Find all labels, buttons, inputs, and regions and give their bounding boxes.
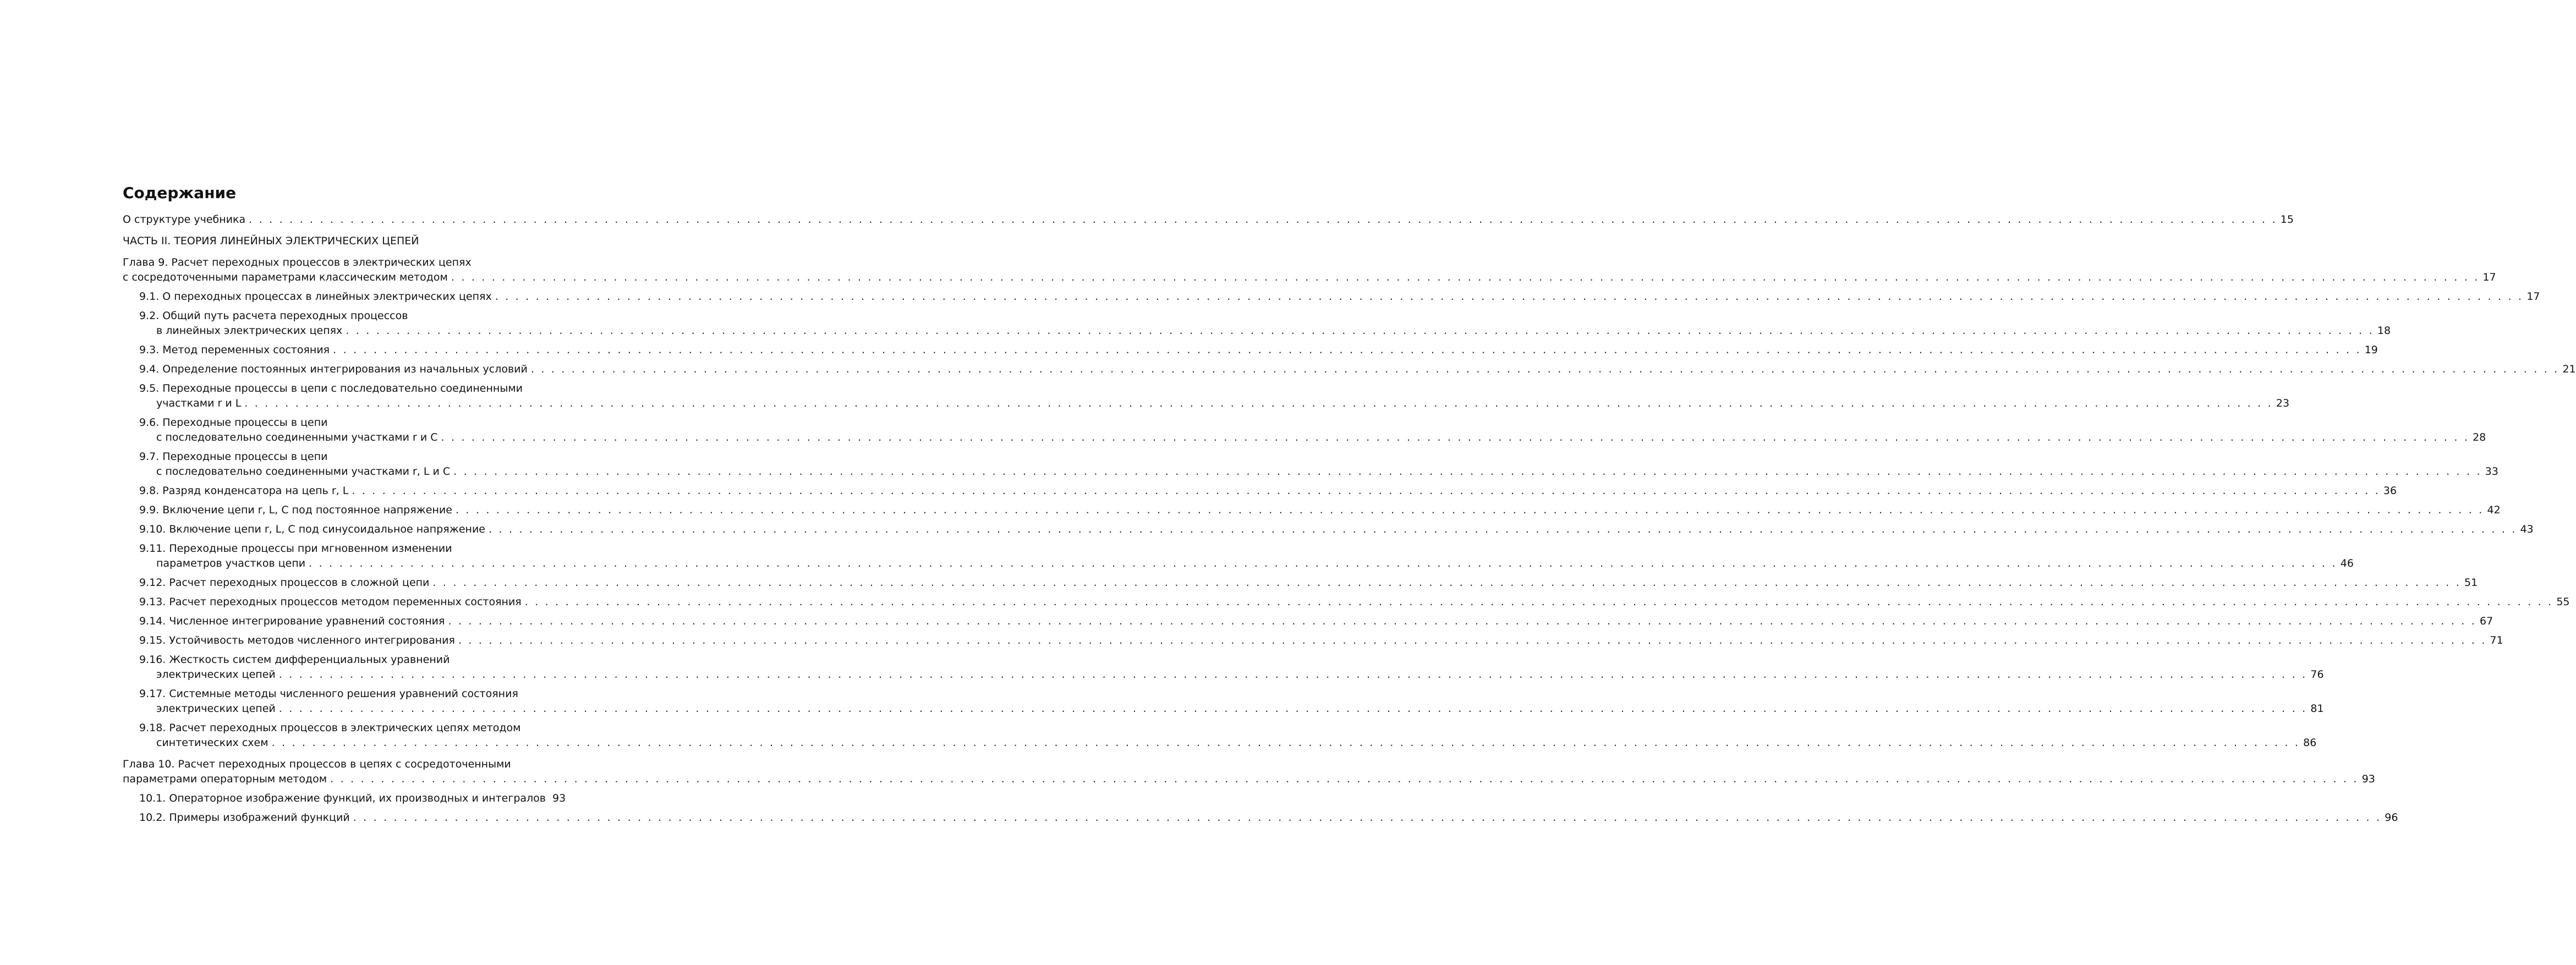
toc-entry-text: с сосредоточенными параметрами классическим методом: [123, 271, 448, 283]
table-of-contents: [123, 212, 2576, 825]
toc-entry[interactable]: [123, 449, 2498, 479]
toc-page-number: 18: [2377, 325, 2391, 337]
toc-entry[interactable]: [123, 484, 2397, 498]
toc-entry-text: 9.16. Жесткость систем дифференциальных уравнений: [139, 654, 450, 666]
toc-entry-text: параметров участков цепи: [156, 557, 306, 569]
dot-leader: . . . . . . . . . . . . . . . . . . . . . . . . . . . . . . . . . . . . . . . . . . . . . . . . . . . . . . . . . . . . . . . . . . . . . . . . . . . . . . . . . . . . . . . . . . . . . . . . . . . . . . . . . . . . . . . . . . . . . . . . . . . . . . . . . . . . . . . . . . . . . . . . . . . . . . . . . . . . . . . . . . . . . . . . . . . . . . . . . . . . . . . . . . . . . . . . . . . . . . . .: [432, 577, 2462, 589]
toc-page-number: 81: [2310, 703, 2324, 715]
dot-leader: . . . . . . . . . . . . . . . . . . . . . . . . . . . . . . . . . . . . . . . . . . . . . . . . . . . . . . . . . . . . . . . . . . . . . . . . . . . . . . . . . . . . . . . . . . . . . . . . . . . . . . . . . . . . . . . . . . . . . . . . . . . . . . . . . . . . . . . . . . . . . . . . . . . . . . . . . . . . . . . . . . . . . . . . . . . . . . . . . . . . . . . . . . . . . . . . . . . . . . . .: [455, 504, 2484, 516]
toc-page-number: 17: [2482, 271, 2496, 283]
toc-entry-text: с последовательно соединенными участками r, L и C: [156, 465, 451, 478]
toc-page-number: 23: [2276, 397, 2290, 409]
toc-page-number: 86: [2303, 737, 2317, 749]
toc-entry[interactable]: [123, 289, 2540, 304]
toc-entry-text: участками r и L: [156, 397, 242, 409]
toc-page-number: 93: [552, 792, 566, 804]
toc-entry[interactable]: [123, 687, 2324, 716]
toc-entry-text: 9.1. О переходных процессах в линейных электрических цепях: [139, 290, 492, 303]
toc-page-number: 43: [2520, 523, 2534, 535]
dot-leader: . . . . . . . . . . . . . . . . . . . . . . . . . . . . . . . . . . . . . . . . . . . . . . . . . . . . . . . . . . . . . . . . . . . . . . . . . . . . . . . . . . . . . . . . . . . . . . . . . . . . . . . . . . . . . . . . . . . . . . . . . . . . . . . . . . . . . . . . . . . . . . . . . . . . . . . . . . . . . . . . . . . . . . . . . . . . . . . . . . . . . . . . . . . . . . . . . . . . . . . .: [530, 363, 2559, 375]
toc-entry-text: 9.6. Переходные процессы в цепи: [139, 416, 328, 429]
toc-entry[interactable]: [123, 721, 2317, 750]
dot-leader: . . . . . . . . . . . . . . . . . . . . . . . . . . . . . . . . . . . . . . . . . . . . . . . . . . . . . . . . . . . . . . . . . . . . . . . . . . . . . . . . . . . . . . . . . . . . . . . . . . . . . . . . . . . . . . . . . . . . . . . . . . . . . . . . . . . . . . . . . . . . . . . . . . . . . . . . . . . . . . . . . . . . . . . . . . . . . . . . . . . . . . . . . . . . . . . . . . . . . . . .: [271, 737, 2300, 749]
toc-page-number: 46: [2340, 557, 2354, 569]
dot-leader: . . . . . . . . . . . . . . . . . . . . . . . . . . . . . . . . . . . . . . . . . . . . . . . . . . . . . . . . . . . . . . . . . . . . . . . . . . . . . . . . . . . . . . . . . . . . . . . . . . . . . . . . . . . . . . . . . . . . . . . . . . . . . . . . . . . . . . . . . . . . . . . . . . . . . . . . . . . . . . . . . . . . . . . . . . . . . . . . . . . . . . . . . . . . . . . . . . . . . . . .: [495, 290, 2524, 303]
dot-leader: . . . . . . . . . . . . . . . . . . . . . . . . . . . . . . . . . . . . . . . . . . . . . . . . . . . . . . . . . . . . . . . . . . . . . . . . . . . . . . . . . . . . . . . . . . . . . . . . . . . . . . . . . . . . . . . . . . . . . . . . . . . . . . . . . . . . . . . . . . . . . . . . . . . . . . . . . . . . . . . . . . . . . . . . . . . . . . . . . . . . . . . . . . . . . . . . . . . . . . . .: [489, 523, 2517, 535]
toc-entry[interactable]: [123, 415, 2486, 445]
toc-page-number: 21: [2562, 363, 2576, 375]
dot-leader: . . . . . . . . . . . . . . . . . . . . . . . . . . . . . . . . . . . . . . . . . . . . . . . . . . . . . . . . . . . . . . . . . . . . . . . . . . . . . . . . . . . . . . . . . . . . . . . . . . . . . . . . . . . . . . . . . . . . . . . . . . . . . . . . . . . . . . . . . . . . . . . . . . . . . . . . . . . . . . . . . . . . . . . . . . . . . . . . . . . . . . . . . . . . . . . . . . . . . . . .: [309, 557, 2337, 569]
dot-leader: . . . . . . . . . . . . . . . . . . . . . . . . . . . . . . . . . . . . . . . . . . . . . . . . . . . . . . . . . . . . . . . . . . . . . . . . . . . . . . . . . . . . . . . . . . . . . . . . . . . . . . . . . . . . . . . . . . . . . . . . . . . . . . . . . . . . . . . . . . . . . . . . . . . . . . . . . . . . . . . . . . . . . . . . . . . . . . . . . . . . . . . . . . . . . . . . . . . . . . . .: [353, 812, 2382, 824]
toc-page-number: 19: [2364, 344, 2378, 356]
toc-entry[interactable]: [123, 212, 2294, 227]
dot-leader: . . . . . . . . . . . . . . . . . . . . . . . . . . . . . . . . . . . . . . . . . . . . . . . . . . . . . . . . . . . . . . . . . . . . . . . . . . . . . . . . . . . . . . . . . . . . . . . . . . . . . . . . . . . . . . . . . . . . . . . . . . . . . . . . . . . . . . . . . . . . . . . . . . . . . . . . . . . . . . . . . . . . . . . . . . . . . . . . . . . . . . . . . . . . . . . . . . . . . . . .: [244, 397, 2273, 409]
dot-leader: . . . . . . . . . . . . . . . . . . . . . . . . . . . . . . . . . . . . . . . . . . . . . . . . . . . . . . . . . . . . . . . . . . . . . . . . . . . . . . . . . . . . . . . . . . . . . . . . . . . . . . . . . . . . . . . . . . . . . . . . . . . . . . . . . . . . . . . . . . . . . . . . . . . . . . . . . . . . . . . . . . . . . . . . . . . . . . . . . . . . . . . . . . . . . . . . . . . . . . . .: [453, 465, 2482, 478]
toc-entry[interactable]: [123, 503, 2501, 518]
dot-leader: . . . . . . . . . . . . . . . . . . . . . . . . . . . . . . . . . . . . . . . . . . . . . . . . . . . . . . . . . . . . . . . . . . . . . . . . . . . . . . . . . . . . . . . . . . . . . . . . . . . . . . . . . . . . . . . . . . . . . . . . . . . . . . . . . . . . . . . . . . . . . . . . . . . . . . . . . . . . . . . . . . . . . . . . . . . . . . . . . . . . . . . . . . . . . . . . . . . . . . . .: [448, 615, 2477, 627]
toc-entry[interactable]: [123, 343, 2378, 358]
dot-leader: . . . . . . . . . . . . . . . . . . . . . . . . . . . . . . . . . . . . . . . . . . . . . . . . . . . . . . . . . . . . . . . . . . . . . . . . . . . . . . . . . . . . . . . . . . . . . . . . . . . . . . . . . . . . . . . . . . . . . . . . . . . . . . . . . . . . . . . . . . . . . . . . . . . . . . . . . . . . . . . . . . . . . . . . . . . . . . . . . . . . . . . . . . . . . . . . . . . . . . . .: [278, 703, 2308, 715]
toc-page-number: 15: [2280, 213, 2294, 226]
dot-leader: . . . . . . . . . . . . . . . . . . . . . . . . . . . . . . . . . . . . . . . . . . . . . . . . . . . . . . . . . . . . . . . . . . . . . . . . . . . . . . . . . . . . . . . . . . . . . . . . . . . . . . . . . . . . . . . . . . . . . . . . . . . . . . . . . . . . . . . . . . . . . . . . . . . . . . . . . . . . . . . . . . . . . . . . . . . . . . . . . . . . . . . . . . . . . . . . . . . . . . . .: [346, 325, 2374, 337]
toc-entry-text: 9.12. Расчет переходных процессов в сложной цепи: [139, 577, 430, 589]
toc-entry-text: электрических цепей: [156, 703, 276, 715]
toc-entry[interactable]: [123, 791, 566, 806]
toc-entry[interactable]: [123, 362, 2576, 377]
toc-entry-text: 9.9. Включение цепи r, L, C под постоянное напряжение: [139, 504, 452, 516]
dot-leader: . . . . . . . . . . . . . . . . . . . . . . . . . . . . . . . . . . . . . . . . . . . . . . . . . . . . . . . . . . . . . . . . . . . . . . . . . . . . . . . . . . . . . . . . . . . . . . . . . . . . . . . . . . . . . . . . . . . . . . . . . . . . . . . . . . . . . . . . . . . . . . . . . . . . . . . . . . . . . . . . . . . . . . . . . . . . . . . . . . . . . . . . . . . . . . . . . . . . . . . .: [451, 271, 2480, 283]
toc-page-number: 96: [2385, 812, 2398, 824]
toc-entry-text: 9.11. Переходные процессы при мгновенном изменении: [139, 542, 452, 555]
toc-page-number: 67: [2480, 615, 2493, 627]
dot-leader: . . . . . . . . . . . . . . . . . . . . . . . . . . . . . . . . . . . . . . . . . . . . . . . . . . . . . . . . . . . . . . . . . . . . . . . . . . . . . . . . . . . . . . . . . . . . . . . . . . . . . . . . . . . . . . . . . . . . . . . . . . . . . . . . . . . . . . . . . . . . . . . . . . . . . . . . . . . . . . . . . . . . . . . . . . . . . . . . . . . . . . . . . . . . . . . . . . . . . . . .: [249, 213, 2277, 226]
toc-entry[interactable]: [123, 541, 2354, 571]
toc-entry[interactable]: [123, 810, 2398, 825]
toc-page-number: 28: [2473, 431, 2486, 443]
dot-leader: . . . . . . . . . . . . . . . . . . . . . . . . . . . . . . . . . . . . . . . . . . . . . . . . . . . . . . . . . . . . . . . . . . . . . . . . . . . . . . . . . . . . . . . . . . . . . . . . . . . . . . . . . . . . . . . . . . . . . . . . . . . . . . . . . . . . . . . . . . . . . . . . . . . . . . . . . . . . . . . . . . . . . . . . . . . . . . . . . . . . . . . . . . . . . . . . . . . . . . . .: [330, 773, 2359, 785]
toc-entry[interactable]: [123, 255, 2496, 285]
toc-entry-text: 10.1. Операторное изображение функций, их производных и интегралов: [139, 792, 546, 804]
toc-entry-text: 9.3. Метод переменных состояния: [139, 344, 330, 356]
toc-entry[interactable]: [123, 757, 2375, 787]
toc-entry-text: 9.2. Общий путь расчета переходных процессов: [139, 310, 408, 322]
dot-leader: . . . . . . . . . . . . . . . . . . . . . . . . . . . . . . . . . . . . . . . . . . . . . . . . . . . . . . . . . . . . . . . . . . . . . . . . . . . . . . . . . . . . . . . . . . . . . . . . . . . . . . . . . . . . . . . . . . . . . . . . . . . . . . . . . . . . . . . . . . . . . . . . . . . . . . . . . . . . . . . . . . . . . . . . . . . . . . . . . . . . . . . . . . . . . . . . . . . . . . . .: [333, 344, 2361, 356]
toc-entry-text: параметрами операторным методом: [123, 773, 327, 785]
toc-page-number: 71: [2490, 634, 2503, 646]
toc-entry[interactable]: [123, 575, 2478, 590]
toc-entry-text: электрических цепей: [156, 668, 276, 681]
toc-entry[interactable]: [123, 522, 2534, 537]
dot-leader: . . . . . . . . . . . . . . . . . . . . . . . . . . . . . . . . . . . . . . . . . . . . . . . . . . . . . . . . . . . . . . . . . . . . . . . . . . . . . . . . . . . . . . . . . . . . . . . . . . . . . . . . . . . . . . . . . . . . . . . . . . . . . . . . . . . . . . . . . . . . . . . . . . . . . . . . . . . . . . . . . . . . . . . . . . . . . . . . . . . . . . . . . . . . . . . . . . . . . . . .: [458, 634, 2487, 646]
toc-entry-text: 9.15. Устойчивость методов численного интегрирования: [139, 634, 455, 646]
toc-page: [123, 184, 2576, 825]
toc-entry-text: в линейных электрических цепях: [156, 325, 343, 337]
toc-entry-text: 9.5. Переходные процессы в цепи с последовательно соединенными: [139, 382, 523, 394]
toc-entry[interactable]: [123, 614, 2493, 629]
toc-entry-text: Глава 10. Расчет переходных процессов в цепях с сосредоточенными: [123, 758, 511, 770]
toc-entry-text: ЧАСТЬ II. ТЕОРИЯ ЛИНЕЙНЫХ ЭЛЕКТРИЧЕСКИХ ЦЕПЕЙ: [123, 235, 419, 247]
dot-leader: . . . . . . . . . . . . . . . . . . . . . . . . . . . . . . . . . . . . . . . . . . . . . . . . . . . . . . . . . . . . . . . . . . . . . . . . . . . . . . . . . . . . . . . . . . . . . . . . . . . . . . . . . . . . . . . . . . . . . . . . . . . . . . . . . . . . . . . . . . . . . . . . . . . . . . . . . . . . . . . . . . . . . . . . . . . . . . . . . . . . . . . . . . . . . . . . . . . . . . . .: [524, 596, 2553, 608]
toc-entry-text: синтетических схем: [156, 737, 268, 749]
toc-entry-text: 9.18. Расчет переходных процессов в электрических цепях методом: [139, 722, 521, 734]
toc-entry[interactable]: [123, 309, 2391, 338]
toc-entry-text: 9.13. Расчет переходных процессов методом переменных состояния: [139, 596, 522, 608]
toc-entry[interactable]: [123, 234, 561, 249]
toc-page-number: 42: [2487, 504, 2501, 516]
dot-leader: . . . . . . . . . . . . . . . . . . . . . . . . . . . . . . . . . . . . . . . . . . . . . . . . . . . . . . . . . . . . . . . . . . . . . . . . . . . . . . . . . . . . . . . . . . . . . . . . . . . . . . . . . . . . . . . . . . . . . . . . . . . . . . . . . . . . . . . . . . . . . . . . . . . . . . . . . . . . . . . . . . . . . . . . . . . . . . . . . . . . . . . . . . . . . . . . . . . . . . . .: [352, 485, 2380, 497]
toc-entry[interactable]: [123, 595, 2570, 610]
toc-page-number: 36: [2383, 485, 2397, 497]
toc-page-number: 55: [2556, 596, 2570, 608]
toc-entry-text: 9.4. Определение постоянных интегрирования из начальных условий: [139, 363, 528, 375]
toc-page-number: 76: [2310, 668, 2324, 681]
toc-entry[interactable]: [123, 381, 2290, 411]
toc-page-number: 33: [2485, 465, 2498, 478]
toc-entry-text: Глава 9. Расчет переходных процессов в электрических цепях: [123, 256, 472, 268]
dot-leader: . . . . . . . . . . . . . . . . . . . . . . . . . . . . . . . . . . . . . . . . . . . . . . . . . . . . . . . . . . . . . . . . . . . . . . . . . . . . . . . . . . . . . . . . . . . . . . . . . . . . . . . . . . . . . . . . . . . . . . . . . . . . . . . . . . . . . . . . . . . . . . . . . . . . . . . . . . . . . . . . . . . . . . . . . . . . . . . . . . . . . . . . . . . . . . . . . . . . . . . .: [441, 431, 2470, 443]
toc-entry-text: 9.17. Системные методы численного решения уравнений состояния: [139, 688, 518, 700]
dot-leader: . . . . . . . . . . . . . . . . . . . . . . . . . . . . . . . . . . . . . . . . . . . . . . . . . . . . . . . . . . . . . . . . . . . . . . . . . . . . . . . . . . . . . . . . . . . . . . . . . . . . . . . . . . . . . . . . . . . . . . . . . . . . . . . . . . . . . . . . . . . . . . . . . . . . . . . . . . . . . . . . . . . . . . . . . . . . . . . . . . . . . . . . . . . . . . . . . . . . . . . .: [278, 668, 2308, 681]
toc-entry-text: 9.7. Переходные процессы в цепи: [139, 451, 328, 463]
toc-entry-text: 9.8. Разряд конденсатора на цепь r, L: [139, 485, 349, 497]
toc-entry-text: 9.14. Численное интегрирование уравнений состояния: [139, 615, 445, 627]
toc-entry[interactable]: [123, 653, 2324, 682]
toc-page-number: 93: [2361, 773, 2375, 785]
page-title: Содержание: [123, 184, 237, 202]
toc-entry-text: с последовательно соединенными участками r и C: [156, 431, 438, 443]
toc-page-number: 17: [2526, 290, 2540, 303]
toc-entry[interactable]: [123, 633, 2503, 648]
toc-page-number: 51: [2464, 577, 2478, 589]
toc-entry-text: 9.10. Включение цепи r, L, C под синусоидальное напряжение: [139, 523, 485, 535]
toc-entry-text: О структуре учебника: [123, 213, 246, 226]
toc-entry-text: 10.2. Примеры изображений функций: [139, 812, 350, 824]
